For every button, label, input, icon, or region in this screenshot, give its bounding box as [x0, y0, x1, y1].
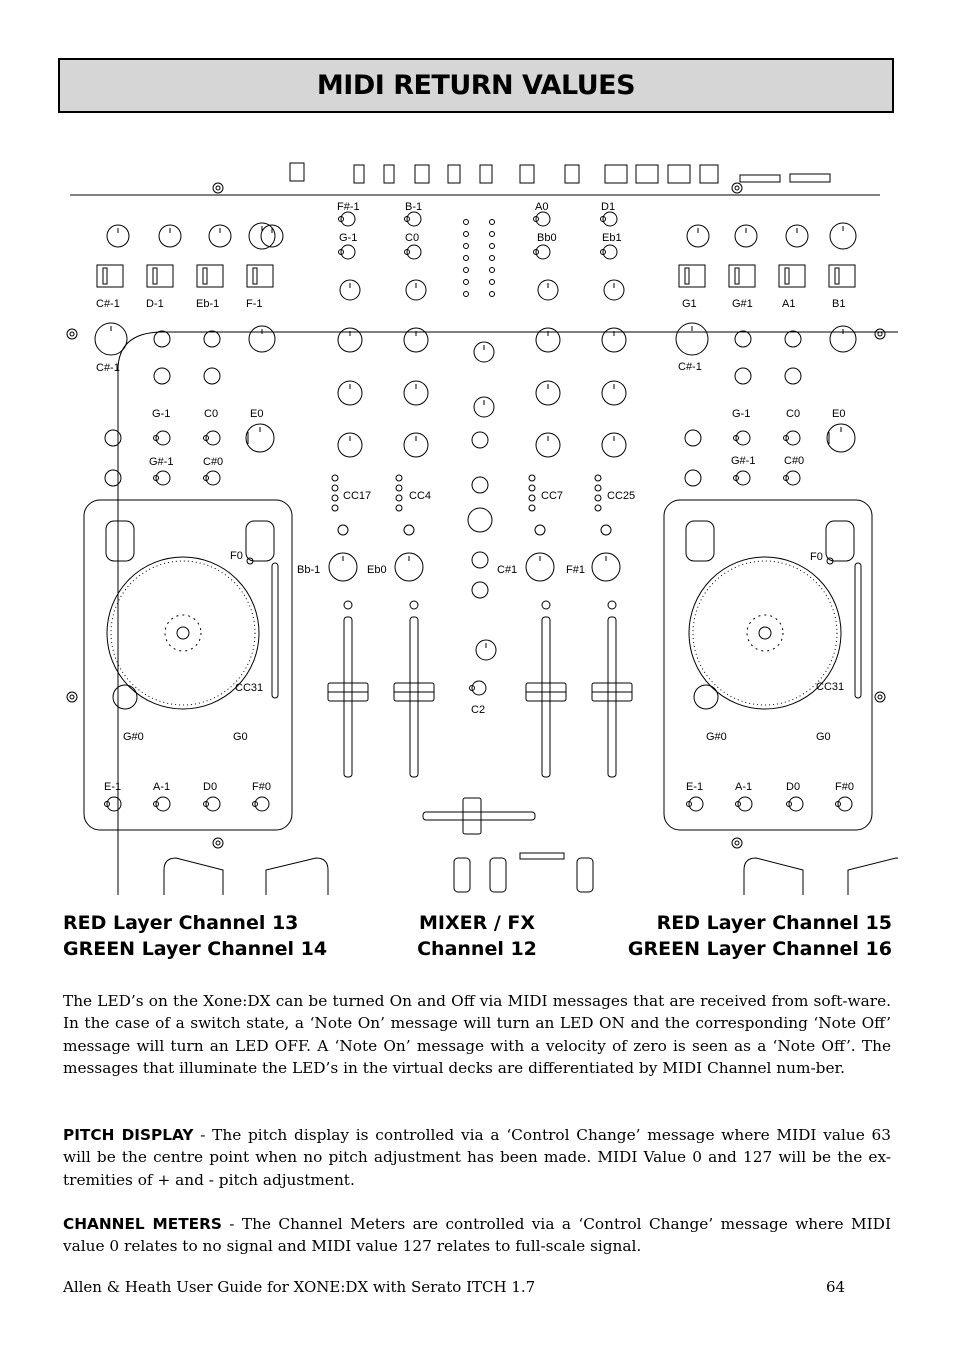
bottom-row-label: E-1: [104, 781, 122, 793]
small-knob: [785, 331, 801, 347]
jog-hub: [165, 615, 201, 651]
small-switches: [520, 853, 564, 859]
fader-track: [542, 617, 550, 777]
jog-wheel-inner: [111, 561, 255, 705]
button-led: [835, 268, 839, 284]
cc31-label: CC31: [816, 681, 845, 693]
page-title: MIDI RETURN VALUES: [316, 70, 636, 101]
screw-head: [878, 695, 882, 699]
small-knob: [154, 331, 170, 347]
c2-label: C2: [471, 704, 486, 716]
meter-led: [464, 280, 469, 285]
screw-head: [216, 186, 220, 190]
layer-button: [247, 265, 273, 287]
fader-led: [410, 601, 418, 609]
mixer-channel: [380, 910, 574, 962]
right-red-layer: RED Layer Channel 15: [656, 912, 892, 934]
meter-led: [464, 244, 469, 249]
small-led: [338, 525, 348, 535]
deck-button: [106, 521, 134, 561]
mixer-top-label: G-1: [339, 232, 358, 244]
rear-connector: [668, 165, 690, 183]
bottom-row-label: F#0: [835, 781, 854, 793]
bottom-row-label: D0: [786, 781, 801, 793]
meter-led: [332, 505, 338, 511]
jog-center: [759, 627, 771, 639]
pad-left: [164, 858, 223, 895]
screw-head: [878, 332, 882, 336]
channel-meters-heading: CHANNEL METERS: [63, 1215, 222, 1233]
layer-button: [97, 265, 123, 287]
left-green-layer: GREEN Layer Channel 14: [63, 938, 328, 960]
right-row1-label: E0: [832, 408, 846, 420]
pad-right: [266, 858, 328, 895]
screw: [732, 183, 742, 193]
right-button-label: B1: [832, 298, 846, 310]
mixer-top-label: D1: [601, 201, 616, 213]
meter-led: [464, 292, 469, 297]
rear-connector: [565, 165, 579, 183]
layer-button: [779, 265, 805, 287]
screw: [213, 838, 223, 848]
mixer-button-label: F#1: [566, 564, 585, 576]
f0-label: F0: [230, 550, 243, 562]
mixer-fx-label: MIXER / FX: [418, 912, 536, 934]
small-knob: [472, 552, 488, 568]
left-button-label: F-1: [246, 298, 263, 310]
layer-button: [147, 265, 173, 287]
rear-connector: [415, 165, 429, 183]
meter-label: CC4: [409, 490, 432, 502]
led-paragraph: The LED’s on the Xone:DX can be turned On and Off via MIDI messages that are received from soft-ware. In the case of a switch state, a ‘Note On’ message will turn an LED ON and the corresponding ‘Note Off’ message will turn an LED OFF. A ‘Note On’ message with a velocity of zero is seen as a ‘Note Off’. The messages that illuminate the LED’s in the virtual decks are differentiated by MIDI Channel num-ber.: [63, 992, 891, 1078]
screw: [732, 838, 742, 848]
meter-led: [595, 495, 601, 501]
rear-connector: [384, 165, 394, 183]
crossfader-track: [423, 812, 535, 820]
meter-led: [490, 268, 495, 273]
usb-port: [790, 174, 830, 182]
button-led: [253, 268, 257, 284]
meter-led: [529, 495, 535, 501]
bottom-row-label: F#0: [252, 781, 271, 793]
screw: [875, 329, 885, 339]
bottom-row-label: A-1: [735, 781, 753, 793]
meter-led: [529, 505, 535, 511]
layer-button: [829, 265, 855, 287]
left-row1-label: E0: [250, 408, 264, 420]
left-button-label: C#-1: [96, 298, 120, 310]
button-led: [785, 268, 789, 284]
title-banner: [58, 58, 894, 113]
screw-head: [735, 841, 739, 845]
fader-track: [344, 617, 352, 777]
mixer-top-label: Bb0: [537, 232, 557, 244]
meter-led: [332, 485, 338, 491]
fader-track: [608, 617, 616, 777]
pitch-display-heading: PITCH DISPLAY: [63, 1126, 194, 1144]
pad-right-label: G0: [233, 731, 248, 743]
screw-head: [70, 332, 74, 336]
mixer-top-label: B-1: [405, 201, 423, 213]
jog-button: [694, 685, 718, 709]
screw-head: [70, 695, 74, 699]
rear-connector: [636, 165, 658, 183]
controller-body: [118, 332, 898, 895]
button-led: [203, 268, 207, 284]
button-led: [103, 268, 107, 284]
small-knob: [204, 368, 220, 384]
right-knob-label: C#-1: [678, 361, 702, 373]
left-row1-label: C0: [204, 408, 219, 420]
jack-knob: [490, 858, 506, 892]
bottom-row-label: D0: [203, 781, 218, 793]
small-led: [404, 525, 414, 535]
jack-knob: [454, 858, 470, 892]
meter-led: [490, 292, 495, 297]
mixer-channel-number: Channel 12: [417, 938, 537, 960]
mixer-knob: [468, 508, 492, 532]
meter-led: [464, 232, 469, 237]
small-knob: [472, 477, 488, 493]
left-deck-channels: [63, 910, 327, 962]
jog-button: [113, 685, 137, 709]
right-button-label: G#1: [732, 298, 753, 310]
deck-button: [826, 521, 854, 561]
right-row2-label: G#-1: [731, 455, 756, 467]
jack-knob: [577, 858, 593, 892]
meter-label: CC7: [541, 490, 564, 502]
meter-led: [490, 232, 495, 237]
small-knob: [785, 368, 801, 384]
left-row2-label: C#0: [203, 456, 224, 468]
meter-led: [529, 475, 535, 481]
small-knob: [154, 368, 170, 384]
channel-meters-paragraph: [63, 1213, 891, 1258]
screw: [67, 329, 77, 339]
meter-led: [396, 505, 402, 511]
left-knob-label: C#-1: [96, 362, 120, 374]
pad-right-label: G0: [816, 731, 831, 743]
left-row2-label: G#-1: [149, 456, 174, 468]
meter-led: [332, 495, 338, 501]
small-knob: [472, 432, 488, 448]
screw: [875, 692, 885, 702]
xone-dx-controller-diagram: [58, 150, 898, 895]
mixer-button-label: C#1: [497, 564, 518, 576]
small-knob: [204, 331, 220, 347]
usb-port: [740, 175, 780, 182]
meter-led: [396, 495, 402, 501]
layer-button: [729, 265, 755, 287]
right-deck-channels: [628, 910, 892, 962]
deck-button: [246, 521, 274, 561]
button-led: [685, 268, 689, 284]
left-button-label: Eb-1: [196, 298, 220, 310]
bottom-row-label: E-1: [686, 781, 704, 793]
meter-label: CC17: [343, 490, 372, 502]
fader-led: [542, 601, 550, 609]
left-row1-label: G-1: [152, 408, 171, 420]
rear-connector: [448, 165, 460, 183]
small-led: [535, 525, 545, 535]
small-knob: [685, 470, 701, 486]
small-knob: [735, 368, 751, 384]
meter-label: CC25: [607, 490, 636, 502]
layer-button: [197, 265, 223, 287]
right-row2-label: C#0: [784, 455, 805, 467]
rear-connector: [290, 163, 304, 181]
bottom-row-label: A-1: [153, 781, 171, 793]
small-knob: [105, 470, 121, 486]
rear-connector: [605, 165, 627, 183]
pad-right: [848, 858, 898, 895]
meter-led: [595, 475, 601, 481]
meter-led: [490, 220, 495, 225]
fader-led: [344, 601, 352, 609]
mixer-top-label: Eb1: [602, 232, 622, 244]
layer-button: [679, 265, 705, 287]
pitch-display-paragraph: [63, 1124, 891, 1191]
pitch-display-text: - The pitch display is controlled via a ‘Control Change’ message where MIDI value 63 will be the centre point when no pitch adjustment has been made. MIDI Value 0 and 127 will be the ex-tremities of + and - pitch adjustment.: [63, 1126, 891, 1189]
right-button-label: A1: [782, 298, 796, 310]
cc31-label: CC31: [235, 682, 264, 694]
rear-connector: [480, 165, 492, 183]
rear-connector: [354, 165, 364, 183]
small-knob: [472, 582, 488, 598]
rear-connector: [700, 165, 718, 183]
page-number: 64: [826, 1278, 846, 1296]
jog-center: [177, 627, 189, 639]
mixer-button-label: Bb-1: [297, 564, 321, 576]
deck-button: [686, 521, 714, 561]
rear-connector: [520, 165, 534, 183]
fader-led: [608, 601, 616, 609]
pitch-fader: [855, 563, 861, 698]
meter-led: [464, 220, 469, 225]
meter-led: [595, 485, 601, 491]
fader-track: [410, 617, 418, 777]
small-knob: [735, 331, 751, 347]
mixer-top-label: C0: [405, 232, 420, 244]
button-led: [735, 268, 739, 284]
button-led: [153, 268, 157, 284]
right-row1-label: C0: [786, 408, 801, 420]
screw: [67, 692, 77, 702]
small-knob: [685, 430, 701, 446]
f0-label: F0: [810, 551, 823, 563]
meter-led: [332, 475, 338, 481]
pad-left-label: G#0: [706, 731, 727, 743]
small-knob: [105, 430, 121, 446]
channel-meters-text: - The Channel Meters are controlled via a ‘Control Change’ message where MIDI value 0 relates to no signal and MIDI value 127 relates to full-scale signal.: [63, 1215, 891, 1256]
small-led: [601, 525, 611, 535]
jog-hub: [747, 615, 783, 651]
meter-led: [490, 280, 495, 285]
mixer-top-label: A0: [535, 201, 549, 213]
meter-led: [396, 485, 402, 491]
left-red-layer: RED Layer Channel 13: [63, 912, 299, 934]
screw: [213, 183, 223, 193]
pitch-fader: [272, 563, 278, 698]
pad-left: [744, 858, 803, 895]
footer-text: Allen & Heath User Guide for XONE:DX with Serato ITCH 1.7: [63, 1278, 536, 1296]
pad-left-label: G#0: [123, 731, 144, 743]
right-row1-label: G-1: [732, 408, 751, 420]
meter-led: [464, 256, 469, 261]
screw-head: [216, 841, 220, 845]
meter-led: [490, 244, 495, 249]
meter-led: [464, 268, 469, 273]
right-green-layer: GREEN Layer Channel 16: [627, 938, 892, 960]
meter-led: [490, 256, 495, 261]
crossfader-cap: [463, 798, 481, 834]
mixer-button-label: Eb0: [367, 564, 387, 576]
mixer-top-label: F#-1: [337, 201, 360, 213]
left-button-label: D-1: [146, 298, 164, 310]
meter-led: [396, 475, 402, 481]
screw-head: [735, 186, 739, 190]
right-button-label: G1: [682, 298, 697, 310]
meter-led: [529, 485, 535, 491]
meter-led: [595, 505, 601, 511]
